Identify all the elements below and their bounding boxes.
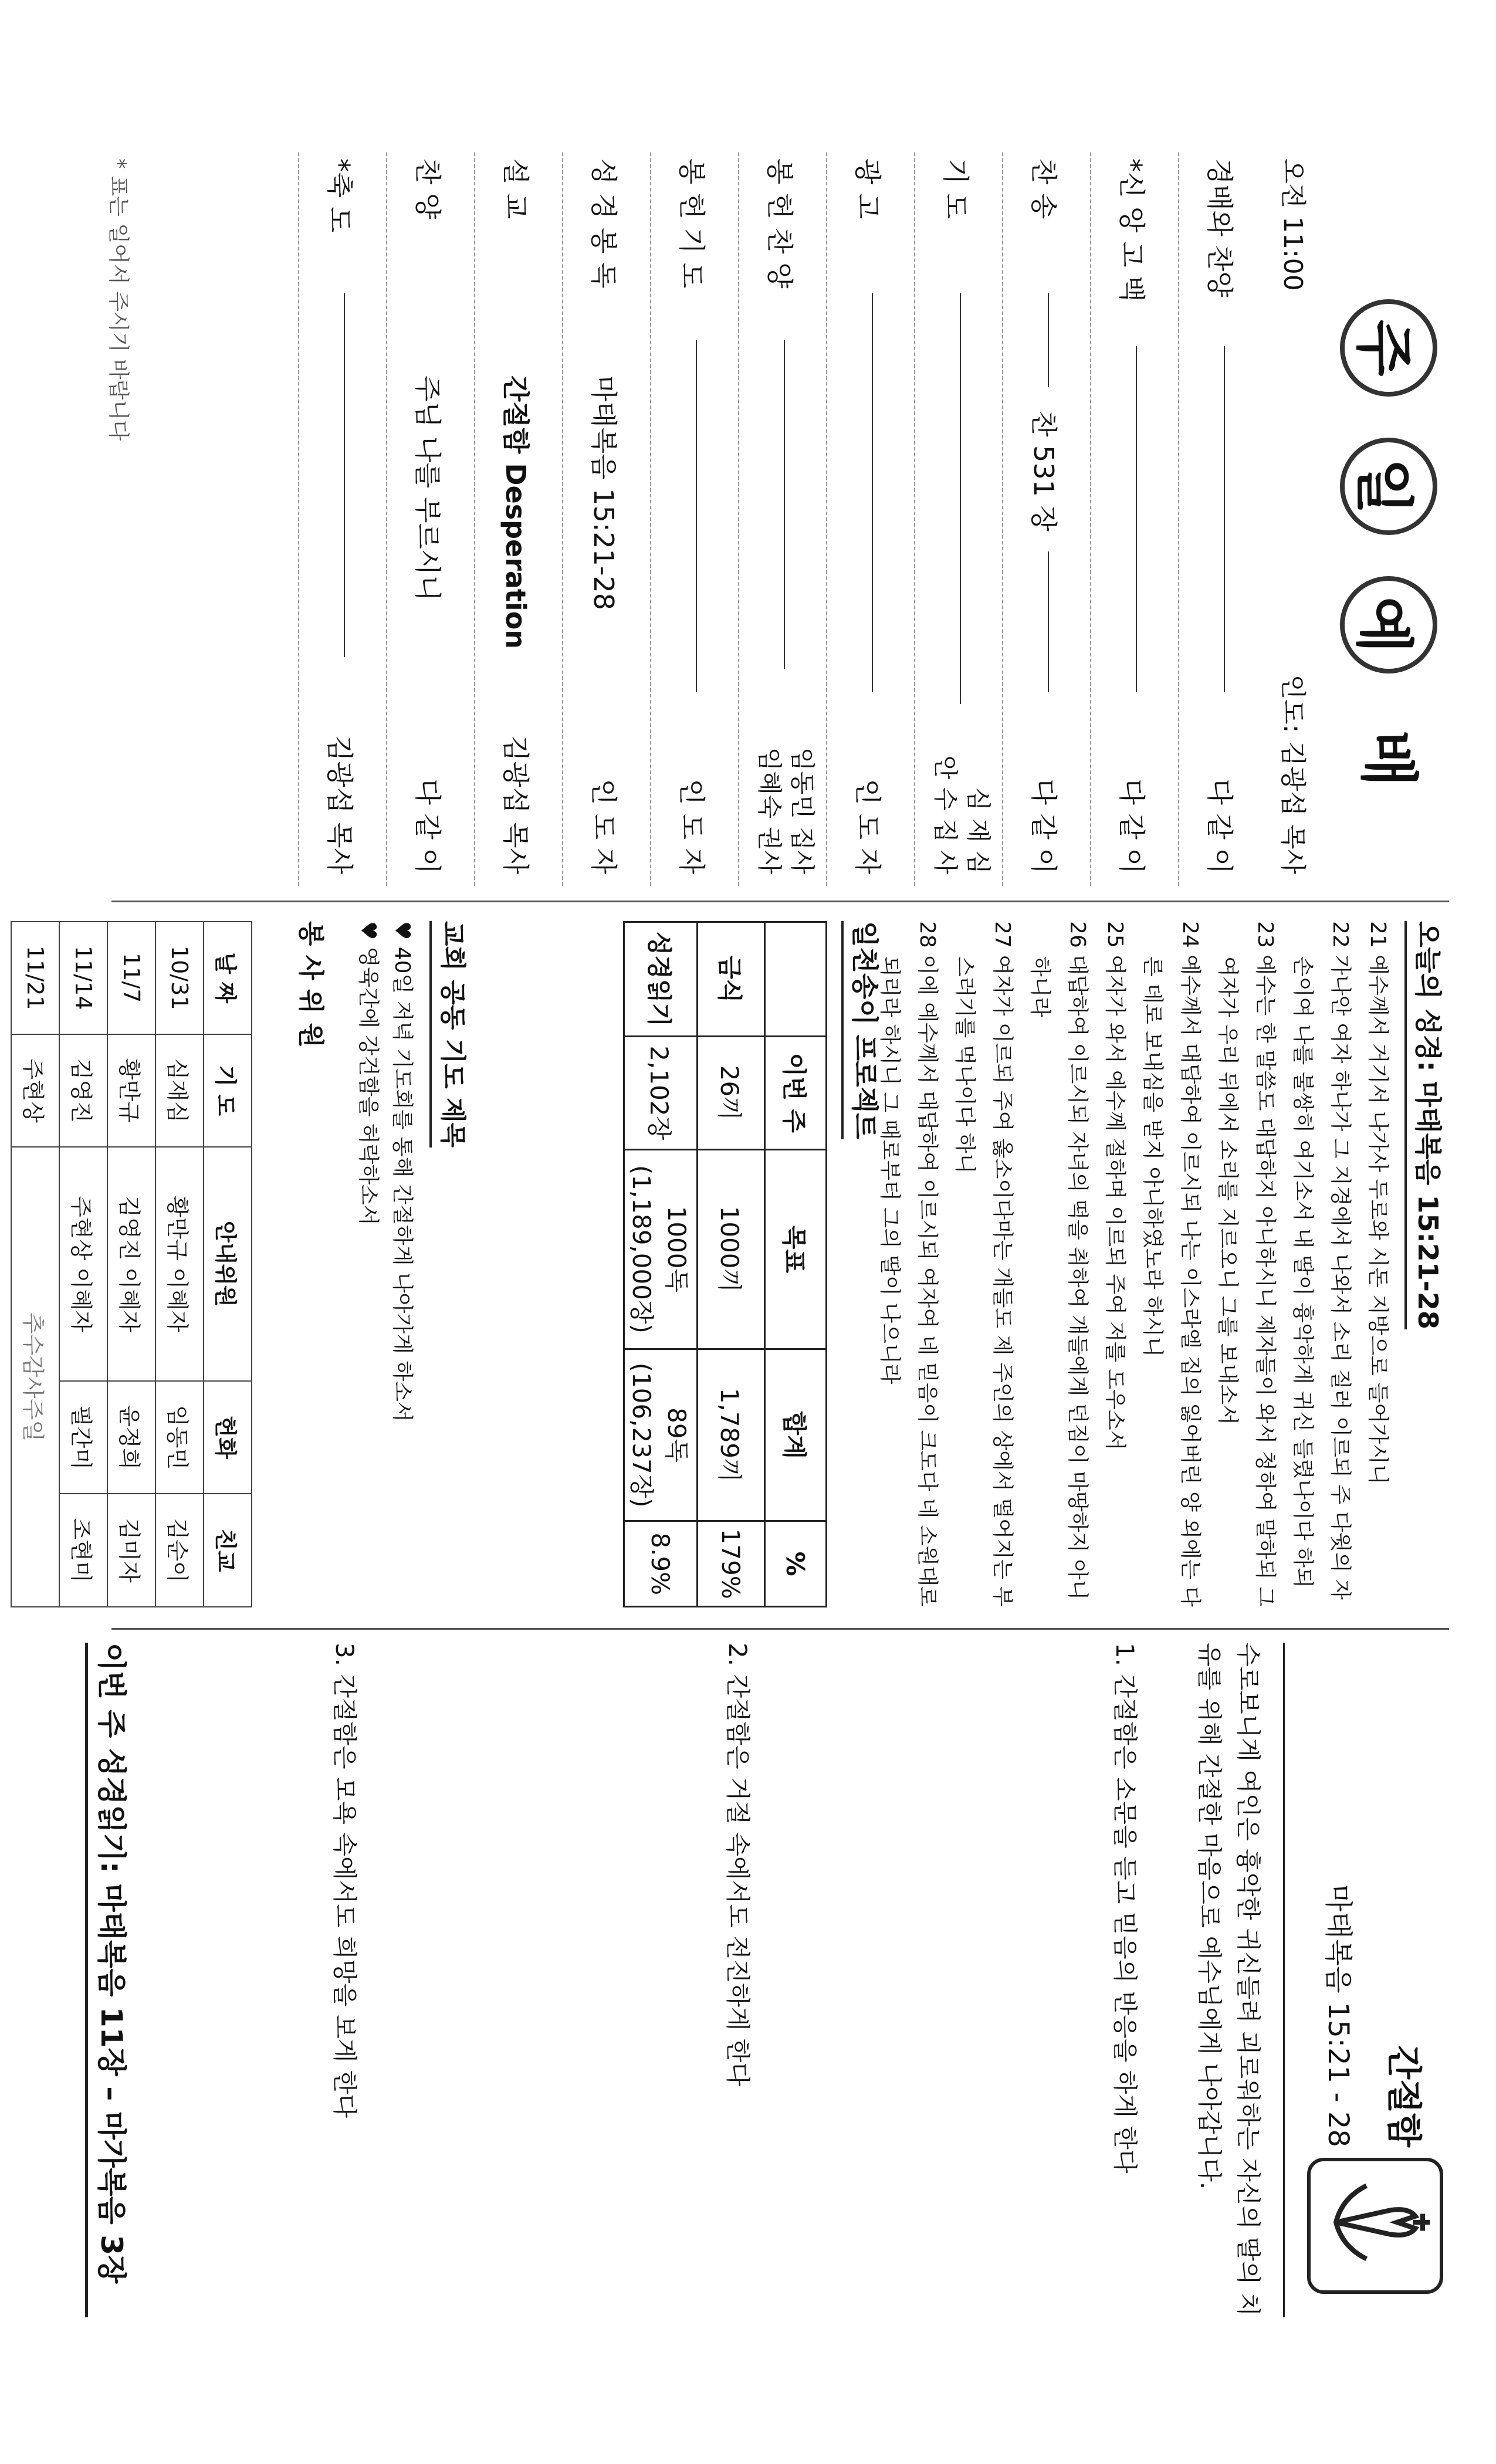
info-panel <box>20 921 1461 1613</box>
verse: 28 이에 예수께서 대답하여 이르시되 여자여 네 믿음이 크도다 네 소원대로 되리라 하시니 그 때로부터 그의 딸이 나으니라 <box>878 921 939 1607</box>
worship-item-label: 광 고 <box>852 158 884 219</box>
worship-item <box>650 153 739 886</box>
title-char: 일 <box>1340 438 1437 535</box>
column-header: % <box>765 1521 827 1607</box>
project-heading: 일천송이 프로젝트 <box>841 921 886 1139</box>
cell: 1000독 (1,189,000장) <box>624 1149 698 1349</box>
worship-item-person: 김광섭 목사 <box>324 735 356 874</box>
worship-item <box>1090 153 1179 886</box>
verse: 23 예수는 한 말씀도 대답하지 아니하시니 제자들이 와서 청하여 말하되 그 여자가 우리 뒤에서 소리를 지르오니 그를 보내소서 <box>1216 921 1277 1607</box>
table-header-row <box>204 922 252 1607</box>
sermon-point: 2. 간절함은 거절 속에서도 전진하게 한다 <box>723 1643 752 2086</box>
worship-item-detail: 주님 나를 부르시니 <box>412 375 444 601</box>
worship-item-person: 다 같 이 <box>1028 779 1060 874</box>
worship-item-label: 경배와 찬양 <box>1204 158 1236 297</box>
worship-item-label: 찬 송 <box>1028 158 1060 219</box>
worship-item-person: 인 도 자 <box>588 779 620 874</box>
table-header-row <box>765 922 827 1607</box>
table-row: 10/31 심재심 황만규 이혜자 임동민 김순이 <box>155 922 204 1607</box>
worship-item-person: 심 재 심 안 수 집 사 <box>931 755 993 874</box>
worship-item-label: *축 도 <box>324 158 356 233</box>
worship-item <box>562 153 651 886</box>
cell: 89독 (106,237장) <box>624 1349 698 1521</box>
sermon-title: 간절함 <box>1383 2045 1424 2147</box>
verse: 25 여자가 와서 예수께 절하며 이르되 주여 저를 도우소서 <box>1103 921 1127 1451</box>
sermon-point: 1. 간절함은 소문을 듣고 믿음의 반응을 하게 한다 <box>1111 1643 1139 2174</box>
worship-item <box>826 153 915 886</box>
worship-item <box>1002 153 1091 886</box>
worship-item <box>914 153 1003 886</box>
column-header: 친교 <box>204 1494 252 1607</box>
sermon-header <box>1283 1643 1461 2317</box>
cell: 1000끼 <box>698 1149 765 1349</box>
project-table <box>623 921 827 1607</box>
verse: 21 예수께서 거기서 나가사 두로와 시돈 지방으로 들어가시니 <box>1366 921 1390 1485</box>
column-header: 합계 <box>765 1349 827 1521</box>
worship-item-person: 김광섭 목사 <box>500 735 532 874</box>
prayer-heading: 교회 공동 기도 제목 <box>429 921 469 1148</box>
sermon-intro: 수로보니게 여인은 흉악한 귀신들려 괴로워하는 자신의 딸의 치유를 위해 간절한 마음으로 예수님에게 나아갑니다. <box>1195 1643 1263 2317</box>
volunteers-table <box>11 921 252 1607</box>
worship-item-label: 설 교 <box>500 158 532 219</box>
scripture-text <box>871 921 1396 1607</box>
worship-item <box>298 153 387 886</box>
prayer-section <box>293 921 469 1422</box>
column-header: 날 짜 <box>204 922 252 1034</box>
title-char: 배 <box>1354 730 1423 787</box>
column-header: 안내위원 <box>204 1147 252 1381</box>
title-char: 주 <box>1340 299 1437 397</box>
worship-item-person: 인 도 자 <box>676 779 708 874</box>
worship-item <box>474 153 563 886</box>
table-row <box>624 922 698 1607</box>
worship-item <box>386 153 475 886</box>
table-row <box>698 922 765 1607</box>
prayer-item: ♥ 영육간에 강건함을 허락하소서 <box>356 921 380 1226</box>
sermon-point: 3. 간절함은 모욕 속에서도 희망을 보게 한다 <box>330 1643 359 2118</box>
worship-item-label: 성 경 봉 독 <box>588 158 620 289</box>
sermon-title: 간절함 Desperation <box>500 375 532 649</box>
worship-item-person: 다 같 이 <box>1204 779 1236 874</box>
worship-item-label: 봉 헌 기 도 <box>676 158 708 289</box>
worship-item-detail: 마태복음 15:21-28 <box>588 375 620 611</box>
cell: 179% <box>698 1521 765 1607</box>
verse: 26 대답하여 이르시되 자녀의 떡을 취하여 개들에게 던짐이 마땅하지 아니하니라 <box>1028 921 1089 1600</box>
weekly-reading: 이번 주 성경읽기: 마태복음 11장 – 마가복음 3장 <box>85 1643 135 2317</box>
row-name: 성경읽기 <box>624 922 698 1037</box>
volunteers-heading: 봉 사 위 원 <box>296 921 326 1048</box>
worship-item-label: 기 도 <box>940 158 972 219</box>
verse: 27 여자가 이르되 주여 옳소이다마는 개들도 제 주인의 상에서 떨어지는 부스러기를 먹나이다 하니 <box>953 921 1014 1607</box>
title-char: 예 <box>1340 576 1437 673</box>
column-header: 이번 주 <box>765 1036 827 1149</box>
cell: 2,102장 <box>624 1036 698 1149</box>
panel-divider <box>111 901 1449 902</box>
worship-order-panel <box>65 153 1461 886</box>
verse: 24 예수께서 대답하여 이르시되 나는 이스라엘 집의 잃어버린 양 외에는 다른 데로 보내심을 받지 아니하였노라 하시니 <box>1140 921 1202 1607</box>
verse: 22 가나안 여자 하나가 그 지경에서 나와서 소리 질러 이르되 주 다윗의 자손이여 나를 불쌍히 여기소서 내 딸이 흉악하게 귀신 들렸나이다 하되 <box>1291 921 1352 1600</box>
worship-item-person: 임동민 집사 임혜숙 권사 <box>755 747 817 874</box>
table-row: 11/7 황만규 김영진 이혜자 윤정희 김미자 <box>107 922 155 1607</box>
worship-item-detail: 찬 531 장 <box>1028 411 1060 532</box>
cell: 8.9% <box>624 1521 698 1607</box>
worship-item-label: *신 앙 고 백 <box>1116 158 1148 302</box>
worship-item <box>738 153 827 886</box>
cell: 1,789끼 <box>698 1349 765 1521</box>
sermon-panel <box>65 1643 1461 2317</box>
heart-icon: ♥ <box>356 921 380 947</box>
worship-title <box>1340 299 1437 803</box>
worship-item-person: 인 도 자 <box>852 779 884 874</box>
heart-icon: ♥ <box>390 921 414 947</box>
column-header: 헌화 <box>204 1381 252 1494</box>
sermon-reference: 마태복음 15:21 - 28 <box>1322 1884 1355 2147</box>
panel-divider <box>111 1628 1449 1630</box>
prayer-item: ♥ 40일 저녁 기도회를 통해 간절하게 나아가게 하소서 <box>390 921 414 1422</box>
column-header: 기 도 <box>204 1034 252 1148</box>
worship-item-person: 다 같 이 <box>1116 779 1148 874</box>
table-row: 11/21 주현상 추수감사주일 <box>11 922 59 1607</box>
standing-note: * 표는 일어서 주시기 바랍니다 <box>106 158 130 441</box>
row-name: 금식 <box>698 922 765 1037</box>
column-header: 목표 <box>765 1149 827 1349</box>
worship-item-label: 봉 헌 찬 양 <box>764 158 796 289</box>
table-row: 11/14 김영진 주현상 이혜자 필간미 조현미 <box>59 922 107 1607</box>
praying-hands-icon <box>1307 2158 1443 2294</box>
worship-item-label: 찬 양 <box>412 158 444 219</box>
cell: 26끼 <box>698 1036 765 1149</box>
service-time: 오전 11:00 <box>1278 158 1308 291</box>
service-leader: 인도: 김광섭 목사 <box>1278 674 1308 874</box>
scripture-heading: 오늘의 성경: 마태복음 15:21-28 <box>1404 921 1449 1329</box>
worship-item <box>1178 153 1267 886</box>
worship-item-person: 다 같 이 <box>412 779 444 874</box>
